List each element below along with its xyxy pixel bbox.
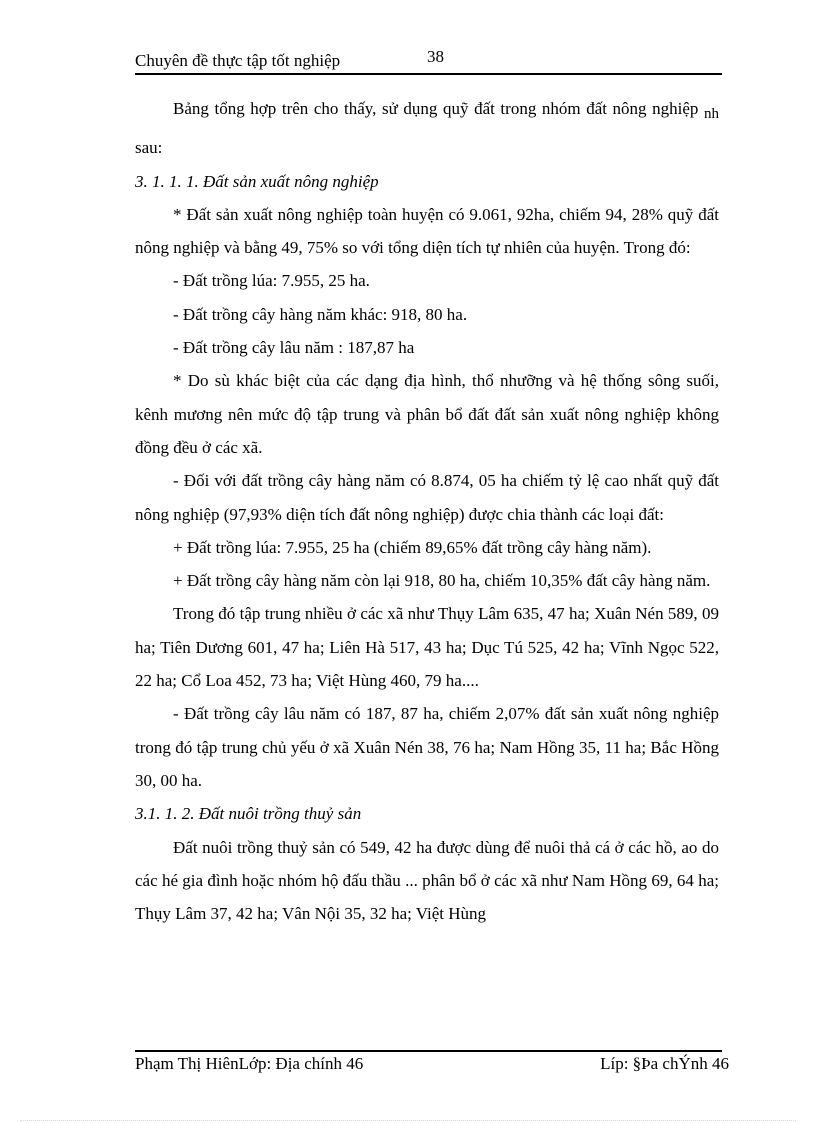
paragraph: - Đất trồng lúa: 7.955, 25 ha. — [173, 271, 370, 291]
section-heading: 3. 1. 1. 1. Đất sản xuất nông nghiệp — [135, 171, 379, 191]
page-header — [135, 49, 722, 73]
header-divider — [135, 73, 722, 75]
paragraph: - Đất trồng cây lâu năm có 187, 87 ha, chiếm 2,07% đất sản xuất nông nghiệp trong đó tập trung chủ yếu ở xã Xuân Nén 38, 76 ha; Nam Hồng 35, 11 ha; Bắc Hồng 30, 00 ha. — [135, 704, 719, 790]
paragraph: Trong đó tập trung nhiều ở các xã như Thụy Lâm 635, 47 ha; Xuân Nén 589, 09 ha; Tiên Dương 601, 47 ha; Liên Hà 517, 43 ha; Dục Tú 525, 42 ha; Vĩnh Ngọc 522, 22 ha; Cổ Loa 452, 73 ha; Việt Hùng 460, 79 ha.... — [135, 604, 719, 691]
paragraph: Đất nuôi trồng thuỷ sản có 549, 42 ha được dùng để nuôi thả cá ở các hồ, ao do các hé gia đình hoặc nhóm hộ đấu thầu ... phân bổ ở các xã như Nam Hồng 69, 64 ha; Thụy Lâm 37, 42 ha; Vân Nội 35, 32 ha; Việt Hùng — [135, 837, 719, 924]
paragraph: - Đất trồng cây lâu năm : 187,87 ha — [173, 338, 415, 358]
document-body — [135, 92, 719, 930]
page-footer — [135, 1054, 729, 1078]
footer-class: Líp: §Þa chÝnh 46 — [600, 1054, 729, 1073]
paragraph: * Đất sản xuất nông nghiệp toàn huyện có 9.061, 92ha, chiếm 94, 28% quỹ đất nông nghiệp và bằng 49, 75% so với tổng diện tích tự nhiên của huyện. Trong đó: — [135, 204, 719, 258]
intro-paragraph: Bảng tổng hợp trên cho thấy, sử dụng quỹ đất trong nhóm đất nông nghiệp nh sau: — [135, 99, 719, 158]
paragraph: - Đất trồng cây hàng năm khác: 918, 80 ha. — [173, 304, 468, 324]
paragraph: + Đất trồng cây hàng năm còn lại 918, 80 ha, chiếm 10,35% đất cây hàng năm. — [173, 571, 711, 591]
page-number: 38 — [427, 47, 444, 66]
header-title: Chuyên đề thực tập tốt nghiệp — [135, 51, 341, 70]
section-heading: 3.1. 1. 2. Đất nuôi trồng thuỷ sản — [135, 804, 362, 824]
footer-author: Phạm Thị HiênLớp: Địa chính 46 — [135, 1054, 364, 1073]
paragraph: - Đối với đất trồng cây hàng năm có 8.874, 05 ha chiếm tỷ lệ cao nhất quỹ đất nông nghiệp (97,93% diện tích đất nông nghiệp) được chia thành các loại đất: — [135, 471, 719, 524]
footer-divider — [135, 1050, 722, 1052]
page-edge — [20, 1120, 796, 1121]
paragraph: * Do sù khác biệt của các dạng địa hình, thổ nhưỡng và hệ thống sông suối, kênh mương nên mức độ tập trung và phân bổ đất đất sản xuất nông nghiệp không đồng đều ở các xã. — [135, 371, 719, 457]
paragraph: + Đất trồng lúa: 7.955, 25 ha (chiếm 89,65% đất trồng cây hàng năm). — [173, 537, 652, 557]
